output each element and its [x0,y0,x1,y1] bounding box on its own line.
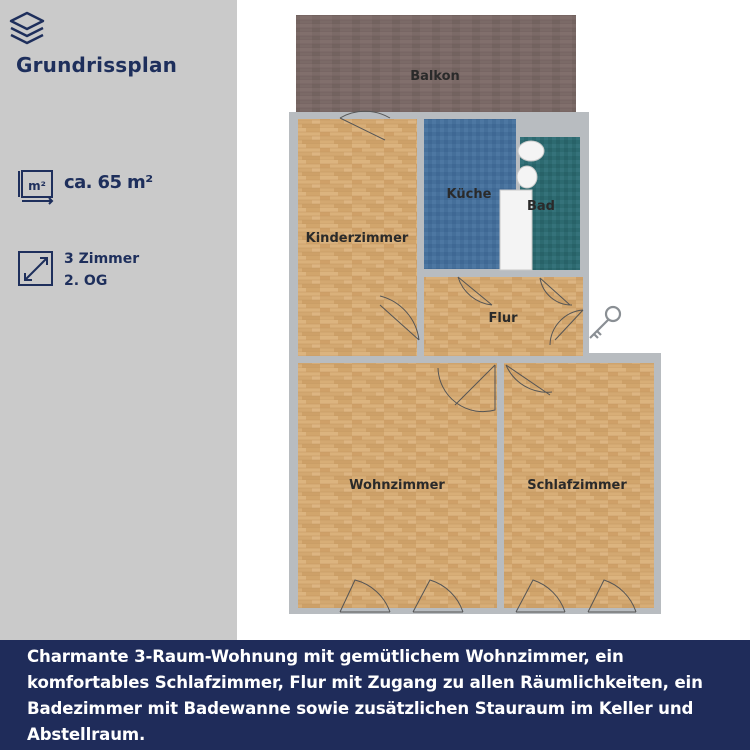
label-balkon: Balkon [410,69,460,84]
page-title: Grundrissplan [16,53,178,77]
key-icon [590,307,620,338]
washbasin [518,141,544,161]
description-banner [0,640,750,750]
area-value: ca. 65 m² [64,172,153,193]
square-meter-icon [17,168,55,206]
layers-icon [7,9,47,49]
toilet [517,166,537,188]
label-schlafzimmer: Schlafzimmer [527,478,627,493]
label-kinderzimmer: Kinderzimmer [305,231,409,246]
apartment-description: Charmante 3-Raum-Wohnung mit gemütlichem Wohnzimmer, ein komfortables Schlafzimmer, Flur mit Zugang zu allen Räumlichkeiten, ein Badezimmer mit Badewanne sowie zusätzlichen Stauraum im Keller und Abstellraum. [27,647,703,744]
rooms-count: 3 Zimmer [64,251,140,267]
sidebar [0,0,237,640]
label-bad: Bad [527,199,555,214]
label-wohnzimmer: Wohnzimmer [349,478,445,493]
floor-level: 2. OG [64,273,108,289]
apartment-details [64,248,139,292]
diagonal-arrow-icon [17,250,55,288]
square-meter-icon-text: m² [28,179,46,193]
label-kueche: Küche [446,187,492,202]
label-flur: Flur [488,311,518,326]
floorplan [237,0,750,640]
